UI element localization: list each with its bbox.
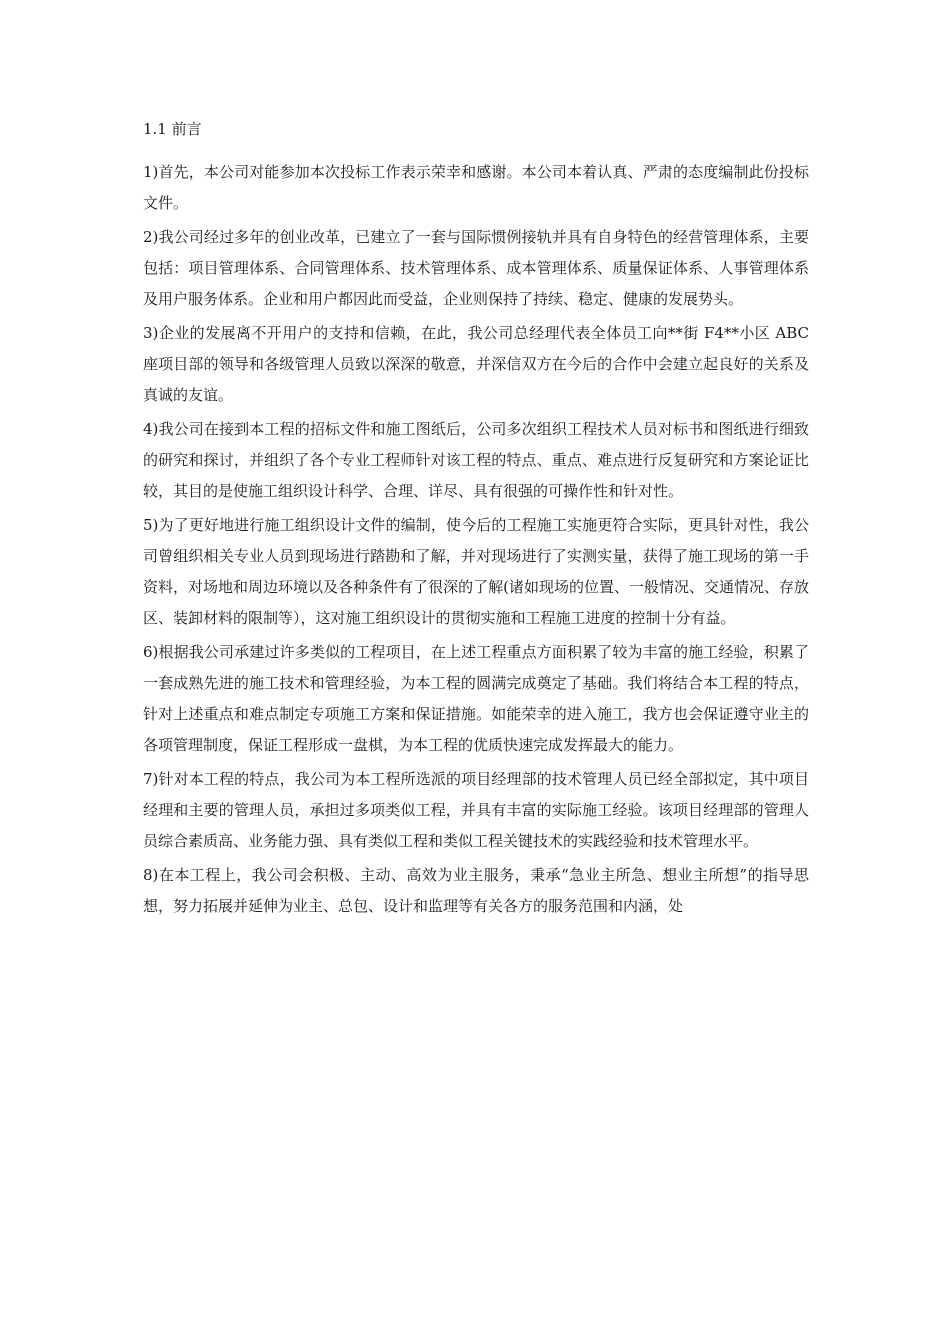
paragraph-5: 5)为了更好地进行施工组织设计文件的编制，使今后的工程施工实施更符合实际，更具针对性，我公司曾组织相关专业人员到现场进行踏勘和了解，并对现场进行了实测实量，获得了施工现场的第一手资料，对场地和周边环境以及各种条件有了很深的了解(诸如现场的位置、一般情况、交通情况、存放区、装卸材料的限制等），这对施工组织设计的贯彻实施和工程施工进度的控制十分有益。 xyxy=(143,516,809,627)
paragraph-7: 7)针对本工程的特点，我公司为本工程所选派的项目经理部的技术管理人员已经全部拟定，其中项目经理和主要的管理人员，承担过多项类似工程，并具有丰富的实际施工经验。该项目经理部的管理人员综合素质高、业务能力强、具有类似工程和类似工程关键技术的实践经验和技术管理水平。 xyxy=(143,770,809,850)
section-heading: 1.1 前言 xyxy=(143,120,202,138)
paragraph-2: 2)我公司经过多年的创业改革，已建立了一套与国际惯例接轨并具有自身特色的经营管理体系，主要包括：项目管理体系、合同管理体系、技术管理体系、成本管理体系、质量保证体系、人事管理体系及用户服务体系。企业和用户都因此而受益，企业则保持了持续、稳定、健康的发展势头。 xyxy=(143,228,809,308)
document-page xyxy=(143,114,809,925)
paragraph-4: 4)我公司在接到本工程的招标文件和施工图纸后，公司多次组织工程技术人员对标书和图纸进行细致的研究和探讨，并组织了各个专业工程师针对该工程的特点、重点、难点进行反复研究和方案论证比较，其目的是使施工组织设计科学、合理、详尽、具有很强的可操作性和针对性。 xyxy=(143,420,809,500)
paragraph-8: 8)在本工程上，我公司会积极、主动、高效为业主服务，秉承“急业主所急、想业主所想”的指导思想，努力拓展并延伸为业主、总包、设计和监理等有关各方的服务范围和内涵，处 xyxy=(143,866,809,915)
paragraph-6: 6)根据我公司承建过许多类似的工程项目，在上述工程重点方面积累了较为丰富的施工经验，积累了一套成熟先进的施工技术和管理经验，为本工程的圆满完成奠定了基础。我们将结合本工程的特点，针对上述重点和难点制定专项施工方案和保证措施。如能荣幸的进入施工，我方也会保证遵守业主的各项管理制度，保证工程形成一盘棋，为本工程的优质快速完成发挥最大的能力。 xyxy=(143,643,809,754)
paragraph-3: 3)企业的发展离不开用户的支持和信赖，在此，我公司总经理代表全体员工向**街 F4**小区 ABC 座项目部的领导和各级管理人员致以深深的敬意，并深信双方在今后的合作中会建立起良好的关系及真诚的友谊。 xyxy=(143,324,809,404)
paragraph-1: 1)首先，本公司对能参加本次投标工作表示荣幸和感谢。本公司本着认真、严肃的态度编制此份投标文件。 xyxy=(143,163,809,212)
